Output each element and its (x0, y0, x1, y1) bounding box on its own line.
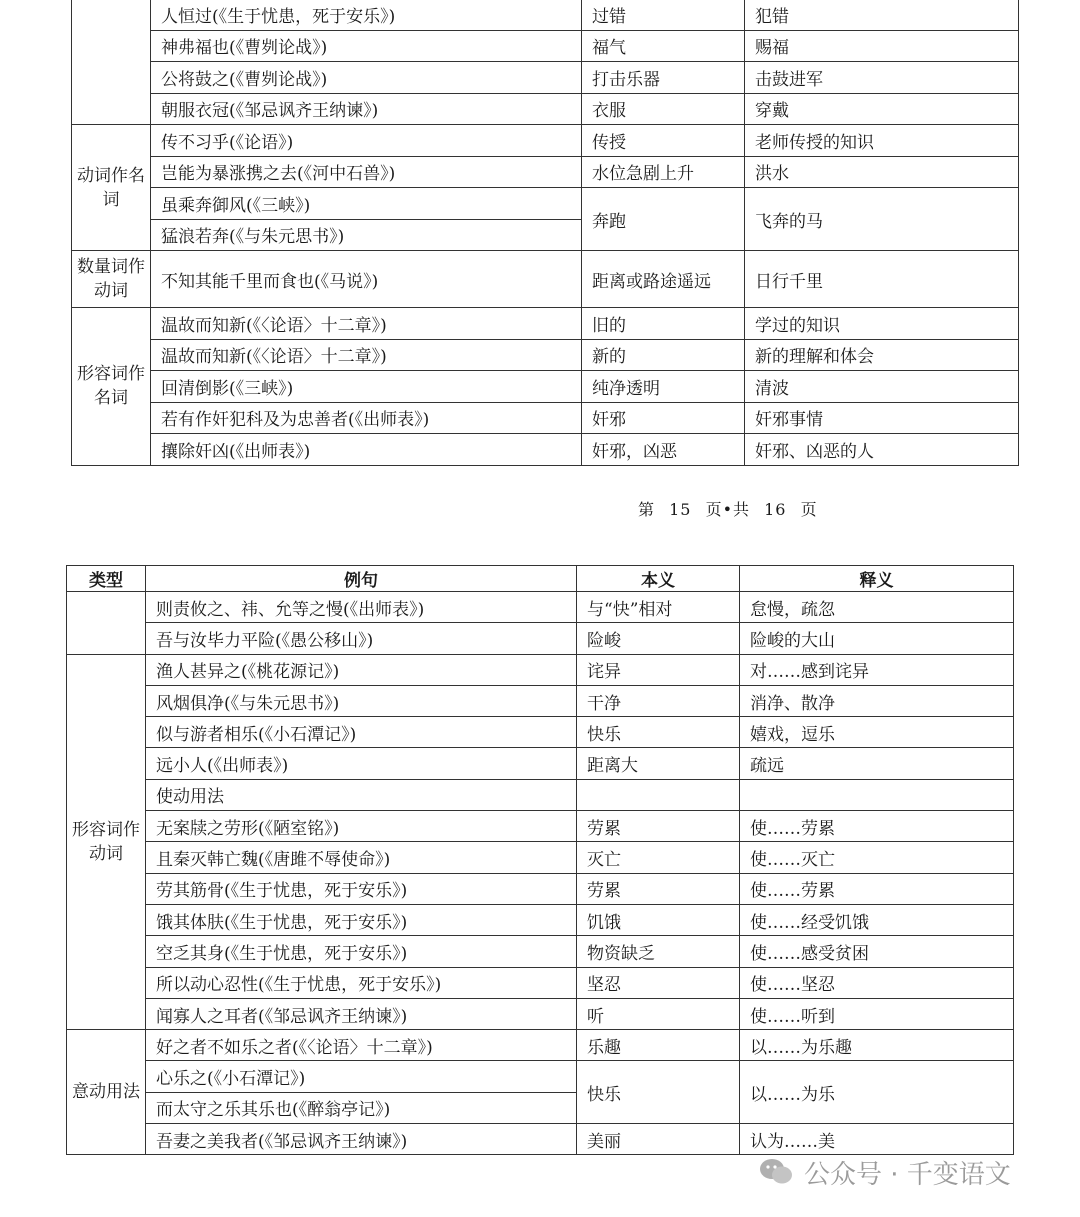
example-cell: 心乐之(《小石潭记》) (146, 1061, 577, 1092)
interpretation-cell: 对……感到诧异 (740, 654, 1014, 685)
table-row (72, 93, 1019, 125)
original-meaning-cell: 美丽 (577, 1124, 740, 1155)
example-cell: 攘除奸凶(《出师表》) (151, 434, 582, 466)
table-row (67, 1124, 1014, 1155)
table-row (67, 1061, 1014, 1092)
table-row (72, 308, 1019, 340)
table-row (67, 873, 1014, 904)
table-row (67, 685, 1014, 716)
example-cell: 温故而知新(《〈论语〉十二章》) (151, 339, 582, 371)
interpretation-cell: 疏远 (740, 748, 1014, 779)
example-cell: 劳其筋骨(《生于忧患，死于安乐》) (146, 873, 577, 904)
interpretation-cell: 使……听到 (740, 998, 1014, 1029)
example-cell: 若有作奸犯科及为忠善者(《出师表》) (151, 402, 582, 434)
example-cell: 闻寡人之耳者(《邹忌讽齐王纳谏》) (146, 998, 577, 1029)
interpretation-cell: 以……为乐 (740, 1061, 1014, 1124)
table-row (72, 125, 1019, 157)
interpretation-cell: 洪水 (745, 156, 1019, 188)
current-page-number: 15 (669, 500, 692, 519)
original-meaning-cell: 听 (577, 998, 740, 1029)
footer-suffix: 页 (800, 500, 818, 519)
table-row (72, 402, 1019, 434)
interpretation-cell: 日行千里 (745, 251, 1019, 308)
table-row (72, 339, 1019, 371)
interpretation-cell: 使……坚忍 (740, 967, 1014, 998)
interpretation-cell: 奸邪、凶恶的人 (745, 434, 1019, 466)
header-original-meaning: 本义 (577, 566, 740, 592)
footer-separator: 页•共 (705, 500, 751, 519)
original-meaning-cell: 打击乐器 (582, 62, 745, 94)
original-meaning-cell: 坚忍 (577, 967, 740, 998)
table-header-row (67, 566, 1014, 592)
interpretation-cell: 犯错 (745, 0, 1019, 30)
original-meaning-cell: 过错 (582, 0, 745, 30)
type-cell (72, 0, 151, 125)
original-meaning-cell: 奸邪，凶恶 (582, 434, 745, 466)
table-row (67, 623, 1014, 654)
interpretation-cell: 使……感受贫困 (740, 936, 1014, 967)
table-row (72, 188, 1019, 220)
original-meaning-cell (577, 779, 740, 810)
table-row (67, 967, 1014, 998)
interpretation-cell: 飞奔的马 (745, 188, 1019, 251)
table-row (72, 30, 1019, 62)
page-footer (634, 497, 822, 520)
example-cell: 神弗福也(《曹刿论战》) (151, 30, 582, 62)
original-meaning-cell: 物资缺乏 (577, 936, 740, 967)
example-cell: 渔人甚异之(《桃花源记》) (146, 654, 577, 685)
type-cell: 动词作名词 (72, 125, 151, 251)
table-row (67, 936, 1014, 967)
table-row (72, 156, 1019, 188)
original-meaning-cell: 诧异 (577, 654, 740, 685)
example-cell: 回清倒影(《三峡》) (151, 371, 582, 403)
original-meaning-cell: 与“快”相对 (577, 592, 740, 623)
interpretation-cell: 赐福 (745, 30, 1019, 62)
table-row (67, 811, 1014, 842)
interpretation-cell: 消净、散净 (740, 685, 1014, 716)
table-row (72, 251, 1019, 308)
table-row (67, 592, 1014, 623)
example-cell: 空乏其身(《生于忧患，死于安乐》) (146, 936, 577, 967)
wechat-watermark (758, 1152, 1058, 1192)
example-cell: 所以动心忍性(《生于忧患，死于安乐》) (146, 967, 577, 998)
example-cell: 猛浪若奔(《与朱元思书》) (151, 219, 582, 251)
example-cell: 使动用法 (146, 779, 577, 810)
example-cell: 传不习乎(《论语》) (151, 125, 582, 157)
example-cell: 朝服衣冠(《邹忌讽齐王纳谏》) (151, 93, 582, 125)
example-cell: 风烟俱净(《与朱元思书》) (146, 685, 577, 716)
interpretation-cell: 使……劳累 (740, 811, 1014, 842)
interpretation-cell: 学过的知识 (745, 308, 1019, 340)
original-meaning-cell: 饥饿 (577, 904, 740, 935)
table-row (67, 748, 1014, 779)
example-cell: 而太守之乐其乐也(《醉翁亭记》) (146, 1092, 577, 1123)
interpretation-cell: 使……劳累 (740, 873, 1014, 904)
interpretation-cell: 穿戴 (745, 93, 1019, 125)
example-cell: 无案牍之劳形(《陋室铭》) (146, 811, 577, 842)
table-row (67, 998, 1014, 1029)
interpretation-cell: 认为……美 (740, 1124, 1014, 1155)
example-cell: 不知其能千里而食也(《马说》) (151, 251, 582, 308)
original-meaning-cell: 快乐 (577, 1061, 740, 1124)
original-meaning-cell: 劳累 (577, 873, 740, 904)
example-cell: 虽乘奔御风(《三峡》) (151, 188, 582, 220)
example-cell: 饿其体肤(《生于忧患，死于安乐》) (146, 904, 577, 935)
interpretation-cell: 清波 (745, 371, 1019, 403)
interpretation-cell: 嬉戏，逗乐 (740, 717, 1014, 748)
type-cell: 形容词作名词 (72, 308, 151, 466)
example-cell: 远小人(《出师表》) (146, 748, 577, 779)
original-meaning-cell: 奔跑 (582, 188, 745, 251)
original-meaning-cell: 险峻 (577, 623, 740, 654)
example-cell: 温故而知新(《〈论语〉十二章》) (151, 308, 582, 340)
word-usage-table-bottom (66, 565, 1014, 1155)
interpretation-cell: 怠慢，疏忽 (740, 592, 1014, 623)
header-example: 例句 (146, 566, 577, 592)
example-cell: 公将鼓之(《曹刿论战》) (151, 62, 582, 94)
word-usage-table-top (71, 0, 1019, 466)
original-meaning-cell: 旧的 (582, 308, 745, 340)
original-meaning-cell: 纯净透明 (582, 371, 745, 403)
original-meaning-cell: 水位急剧上升 (582, 156, 745, 188)
footer-prefix: 第 (638, 500, 656, 519)
original-meaning-cell: 传授 (582, 125, 745, 157)
table-row (67, 717, 1014, 748)
example-cell: 岂能为暴涨携之去(《河中石兽》) (151, 156, 582, 188)
original-meaning-cell: 距离或路途遥远 (582, 251, 745, 308)
original-meaning-cell: 灭亡 (577, 842, 740, 873)
header-type: 类型 (67, 566, 146, 592)
table-row (67, 842, 1014, 873)
example-cell: 吾妻之美我者(《邹忌讽齐王纳谏》) (146, 1124, 577, 1155)
watermark-text: 公众号 · 千变语文 (804, 1159, 1011, 1190)
original-meaning-cell: 劳累 (577, 811, 740, 842)
wechat-icon (758, 1157, 794, 1187)
table-row (67, 904, 1014, 935)
type-cell: 形容词作动词 (67, 654, 146, 1030)
example-cell: 吾与汝毕力平险(《愚公移山》) (146, 623, 577, 654)
interpretation-cell: 使……灭亡 (740, 842, 1014, 873)
original-meaning-cell: 新的 (582, 339, 745, 371)
interpretation-cell: 奸邪事情 (745, 402, 1019, 434)
table-row (72, 371, 1019, 403)
original-meaning-cell: 距离大 (577, 748, 740, 779)
example-cell: 则责攸之、祎、允等之慢(《出师表》) (146, 592, 577, 623)
type-cell (67, 592, 146, 655)
header-interpretation: 释义 (740, 566, 1014, 592)
type-cell: 意动用法 (67, 1030, 146, 1155)
table-row (72, 434, 1019, 466)
type-cell: 数量词作动词 (72, 251, 151, 308)
original-meaning-cell: 衣服 (582, 93, 745, 125)
example-cell: 人恒过(《生于忧患，死于安乐》) (151, 0, 582, 30)
interpretation-cell: 击鼓进军 (745, 62, 1019, 94)
original-meaning-cell: 干净 (577, 685, 740, 716)
example-cell: 且秦灭韩亡魏(《唐雎不辱使命》) (146, 842, 577, 873)
total-page-number: 16 (764, 500, 787, 519)
example-cell: 似与游者相乐(《小石潭记》) (146, 717, 577, 748)
table-row (67, 779, 1014, 810)
original-meaning-cell: 奸邪 (582, 402, 745, 434)
table-row (72, 0, 1019, 30)
original-meaning-cell: 乐趣 (577, 1030, 740, 1061)
original-meaning-cell: 福气 (582, 30, 745, 62)
interpretation-cell (740, 779, 1014, 810)
example-cell: 好之者不如乐之者(《〈论语〉十二章》) (146, 1030, 577, 1061)
table-row (72, 62, 1019, 94)
original-meaning-cell: 快乐 (577, 717, 740, 748)
table-row (67, 1030, 1014, 1061)
interpretation-cell: 使……经受饥饿 (740, 904, 1014, 935)
interpretation-cell: 老师传授的知识 (745, 125, 1019, 157)
table-row (67, 654, 1014, 685)
interpretation-cell: 险峻的大山 (740, 623, 1014, 654)
interpretation-cell: 以……为乐趣 (740, 1030, 1014, 1061)
interpretation-cell: 新的理解和体会 (745, 339, 1019, 371)
